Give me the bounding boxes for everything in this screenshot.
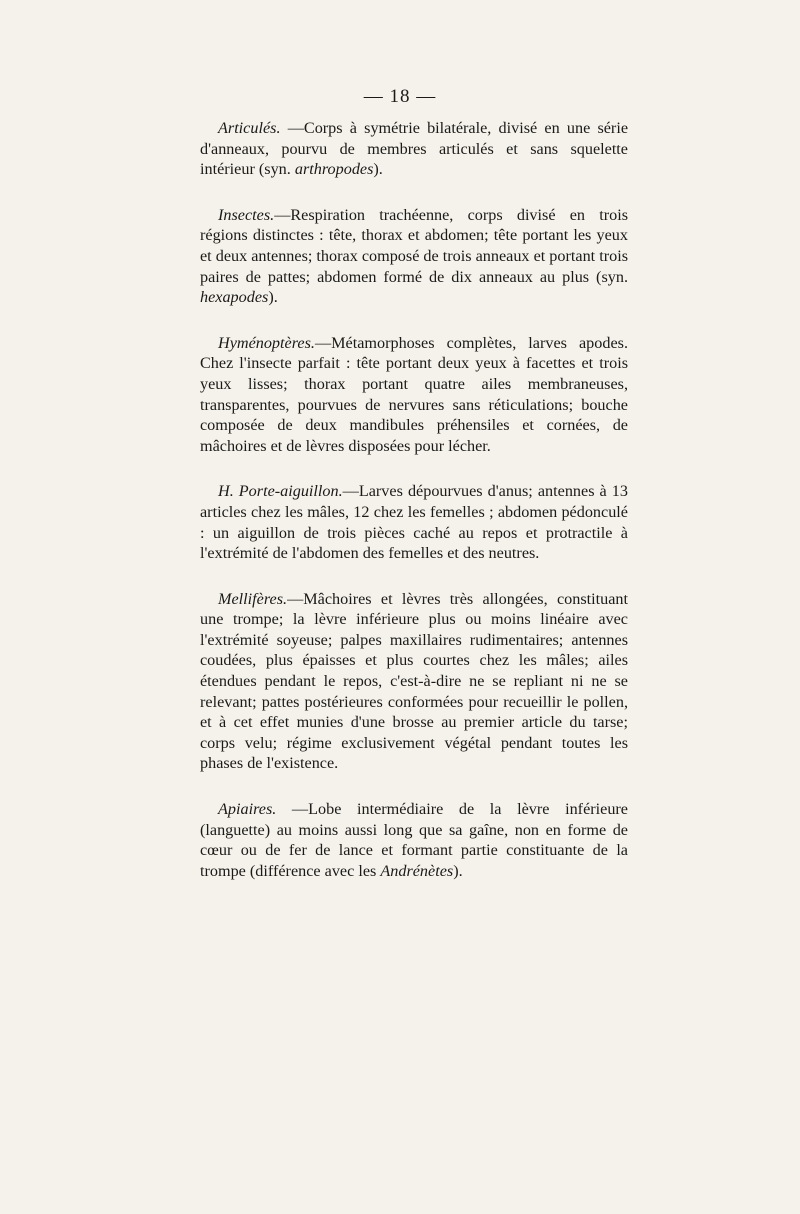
- paragraph-hymenopteres: [200, 333, 628, 457]
- term-melliferes: Mellifères.: [218, 589, 288, 608]
- term-articules: Articulés.: [218, 119, 281, 137]
- synonym-term: arthropodes: [294, 160, 374, 179]
- definition-text: Larves dépourvues d'anus; antennes à 13 articles chez les mâles, 12 chez les femelles ; abdomen pédonculé : un aiguillon de trois pièces caché au repos et protractile à l'extrémité de l'abdomen des femelles et des neutres.: [200, 482, 628, 563]
- definition-text: Corps à symétrie bilatérale, divisé en une série d'anneaux, pourvu de membres articulés et sans squelette intérieur (syn.: [200, 119, 629, 179]
- synonym-term: Andrénètes: [380, 861, 454, 880]
- definition-tail: ).: [453, 861, 463, 880]
- paragraph-apiaires: [200, 799, 628, 881]
- definition-text: Lobe intermédiaire de la lèvre inférieure (languette) au moins aussi long que sa gaîne, non en forme de cœur ou de fer de lance et formant partie constituante de la trompe (différence avec les: [200, 800, 628, 880]
- paragraph-porte-aiguillon: [200, 481, 628, 563]
- paragraph-melliferes: [200, 589, 628, 774]
- definition-tail: ).: [268, 288, 278, 307]
- term-apiaires: Apiaires.: [218, 800, 277, 819]
- page-number: — 18 —: [363, 86, 437, 107]
- synonym-term: hexapodes: [200, 288, 269, 307]
- term-insectes: Insectes.: [218, 205, 275, 224]
- term-hymenopteres: Hyménoptères.: [218, 333, 315, 352]
- paragraph-insectes: [200, 205, 628, 308]
- dash: —: [274, 205, 291, 224]
- definition-text: Respiration trachéenne, corps divisé en trois régions distinctes : tête, thorax et abdomen; tête portant les yeux et deux antennes; thorax composé de trois anneaux et portant trois paires de pattes; abdomen formé de dix anneaux au plus (syn.: [200, 205, 628, 286]
- dash: —: [280, 119, 304, 137]
- definition-tail: ).: [373, 160, 383, 179]
- paragraph-articules: [200, 118, 628, 180]
- term-porte-aiguillon: H. Porte-aiguillon.: [218, 482, 343, 501]
- dash: —: [314, 333, 332, 352]
- text-body: [200, 118, 628, 906]
- definition-text: Métamorphoses complètes, larves apodes. Chez l'insecte parfait : tête portant deux yeux à facettes et trois yeux lisses; thorax portant quatre ailes membraneuses, transparentes, pourvues de nervures sans réticulations; bouche composée de deux mandibules préhensiles et cornées, de mâchoires et de lèvres disposées pour lécher.: [200, 333, 628, 455]
- dash: —: [276, 800, 309, 819]
- definition-text: Mâchoires et lèvres très allongées, constituant une trompe; la lèvre inférieure plus ou moins linéaire avec l'extrémité soyeuse; palpes maxillaires rudimentaires; antennes coudées, plus épaisses et plus courtes chez les mâles; ailes étendues pendant le repos, c'est-à-dire ne se repliant ni ne se relevant; pattes postérieures conformées pour recueillir le pollen, et à cet effet munies d'une brosse au premier article du tarse; corps velu; régime exclusivement végétal pendant toutes les phases de l'existence.: [200, 589, 628, 773]
- dash: —: [342, 482, 359, 501]
- dash: —: [287, 589, 304, 608]
